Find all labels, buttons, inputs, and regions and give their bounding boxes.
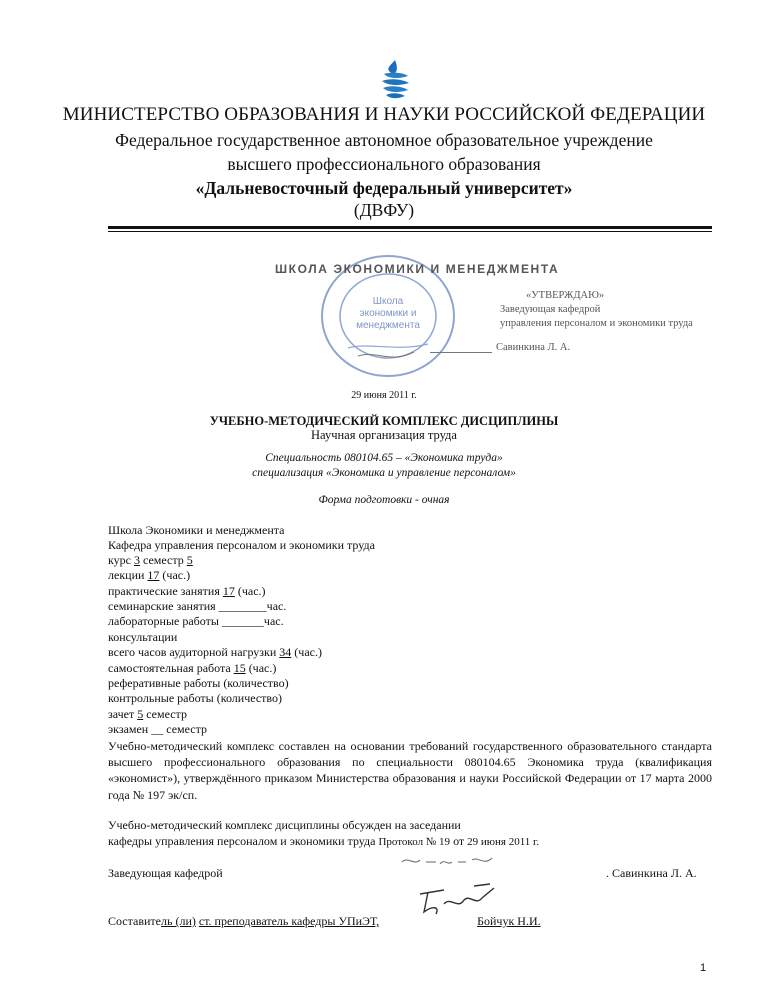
detail-labs: лабораторные работы _______час.	[108, 614, 284, 628]
university-logo	[378, 58, 412, 102]
discussion-line-1: Учебно-методический комплекс дисциплины обсужден на заседании	[108, 818, 461, 832]
study-form: Форма подготовки - очная	[318, 494, 450, 506]
detail-exam: экзамен __ семестр	[108, 722, 207, 736]
approver-signature-line	[430, 352, 492, 353]
institution-type: Федеральное государственное автономное образовательное учреждение	[115, 130, 653, 150]
discipline-name: Научная организация труда	[311, 428, 457, 442]
standard-paragraph: Учебно-методический комплекс составлен на основании требований государственного образовательного стандарта высшего профессионального образования по специальности 080104.65 Экономика труда (квалификация «экономист»), утверждённого приказом Министерства образования и науки Российской Федерации от 17 марта 2000 года № 197 эк/сп.	[108, 739, 712, 802]
specialization: специализация «Экономика и управление персоналом»	[252, 467, 516, 479]
university-name: «Дальневосточный федеральный университет»	[195, 178, 573, 198]
approver-name: Савинкина Л. А.	[496, 342, 571, 353]
detail-lectures: лекции 17 (час.)	[108, 568, 191, 582]
approver-department: управления персоналом и экономики труда	[500, 318, 693, 329]
specialty: Специальность 080104.65 – «Экономика труда»	[265, 452, 503, 464]
detail-credit: зачет 5 семестр	[108, 707, 187, 721]
approval-date: 29 июня 2011 г.	[351, 390, 417, 401]
head-name: . Савинкина Л. А.	[606, 866, 697, 880]
detail-consultations: консультации	[108, 630, 178, 644]
ministry-title: МИНИСТЕРСТВО ОБРАЗОВАНИЯ И НАУКИ РОССИЙСКОЙ ФЕДЕРАЦИИ	[62, 104, 706, 125]
svg-text:менеджмента: менеджмента	[356, 320, 420, 331]
detail-essays: реферативные работы (количество)	[108, 676, 289, 690]
author-signature-scribble	[414, 880, 498, 920]
detail-department: Кафедра управления персоналом и экономики труда	[108, 538, 375, 552]
detail-practical: практические занятия 17 (час.)	[108, 584, 266, 598]
discussion-line-2: кафедры управления персоналом и экономики труда Протокол № 19 от 29 июня 2011 г.	[108, 834, 540, 848]
education-level: высшего профессионального образования	[227, 154, 541, 174]
university-abbreviation: (ДВФУ)	[353, 200, 415, 220]
detail-tests: контрольные работы (количество)	[108, 691, 283, 705]
svg-text:Школа: Школа	[372, 296, 404, 307]
detail-course-semester: курс 3 семестр 5	[108, 553, 193, 567]
author-row: Составитель (ли) ст. преподаватель кафедры УПиЭТ, Бойчук Н.И.	[108, 914, 541, 928]
school-heading: ШКОЛА ЭКОНОМИКИ И МЕНЕДЖМЕНТА	[275, 262, 560, 276]
detail-self-study: самостоятельная работа 15 (час.)	[108, 661, 277, 675]
approve-label: «УТВЕРЖДАЮ»	[526, 290, 605, 301]
header-divider-thick	[108, 226, 712, 229]
page-number: 1	[700, 962, 707, 974]
svg-text:экономики и: экономики и	[359, 308, 417, 319]
head-label: Заведующая кафедрой	[108, 866, 223, 880]
detail-total-hours: всего часов аудиторной нагрузки 34 (час.)	[108, 645, 322, 659]
detail-school: Школа Экономики и менеджмента	[108, 523, 285, 537]
header-divider-thin	[108, 231, 712, 232]
approver-role: Заведующая кафедрой	[500, 304, 601, 315]
head-signature-scribble	[400, 850, 496, 870]
document-title: УЧЕБНО-МЕТОДИЧЕСКИЙ КОМПЛЕКС ДИСЦИПЛИНЫ	[209, 414, 559, 428]
detail-seminars: семинарские занятия ________час.	[108, 599, 287, 613]
